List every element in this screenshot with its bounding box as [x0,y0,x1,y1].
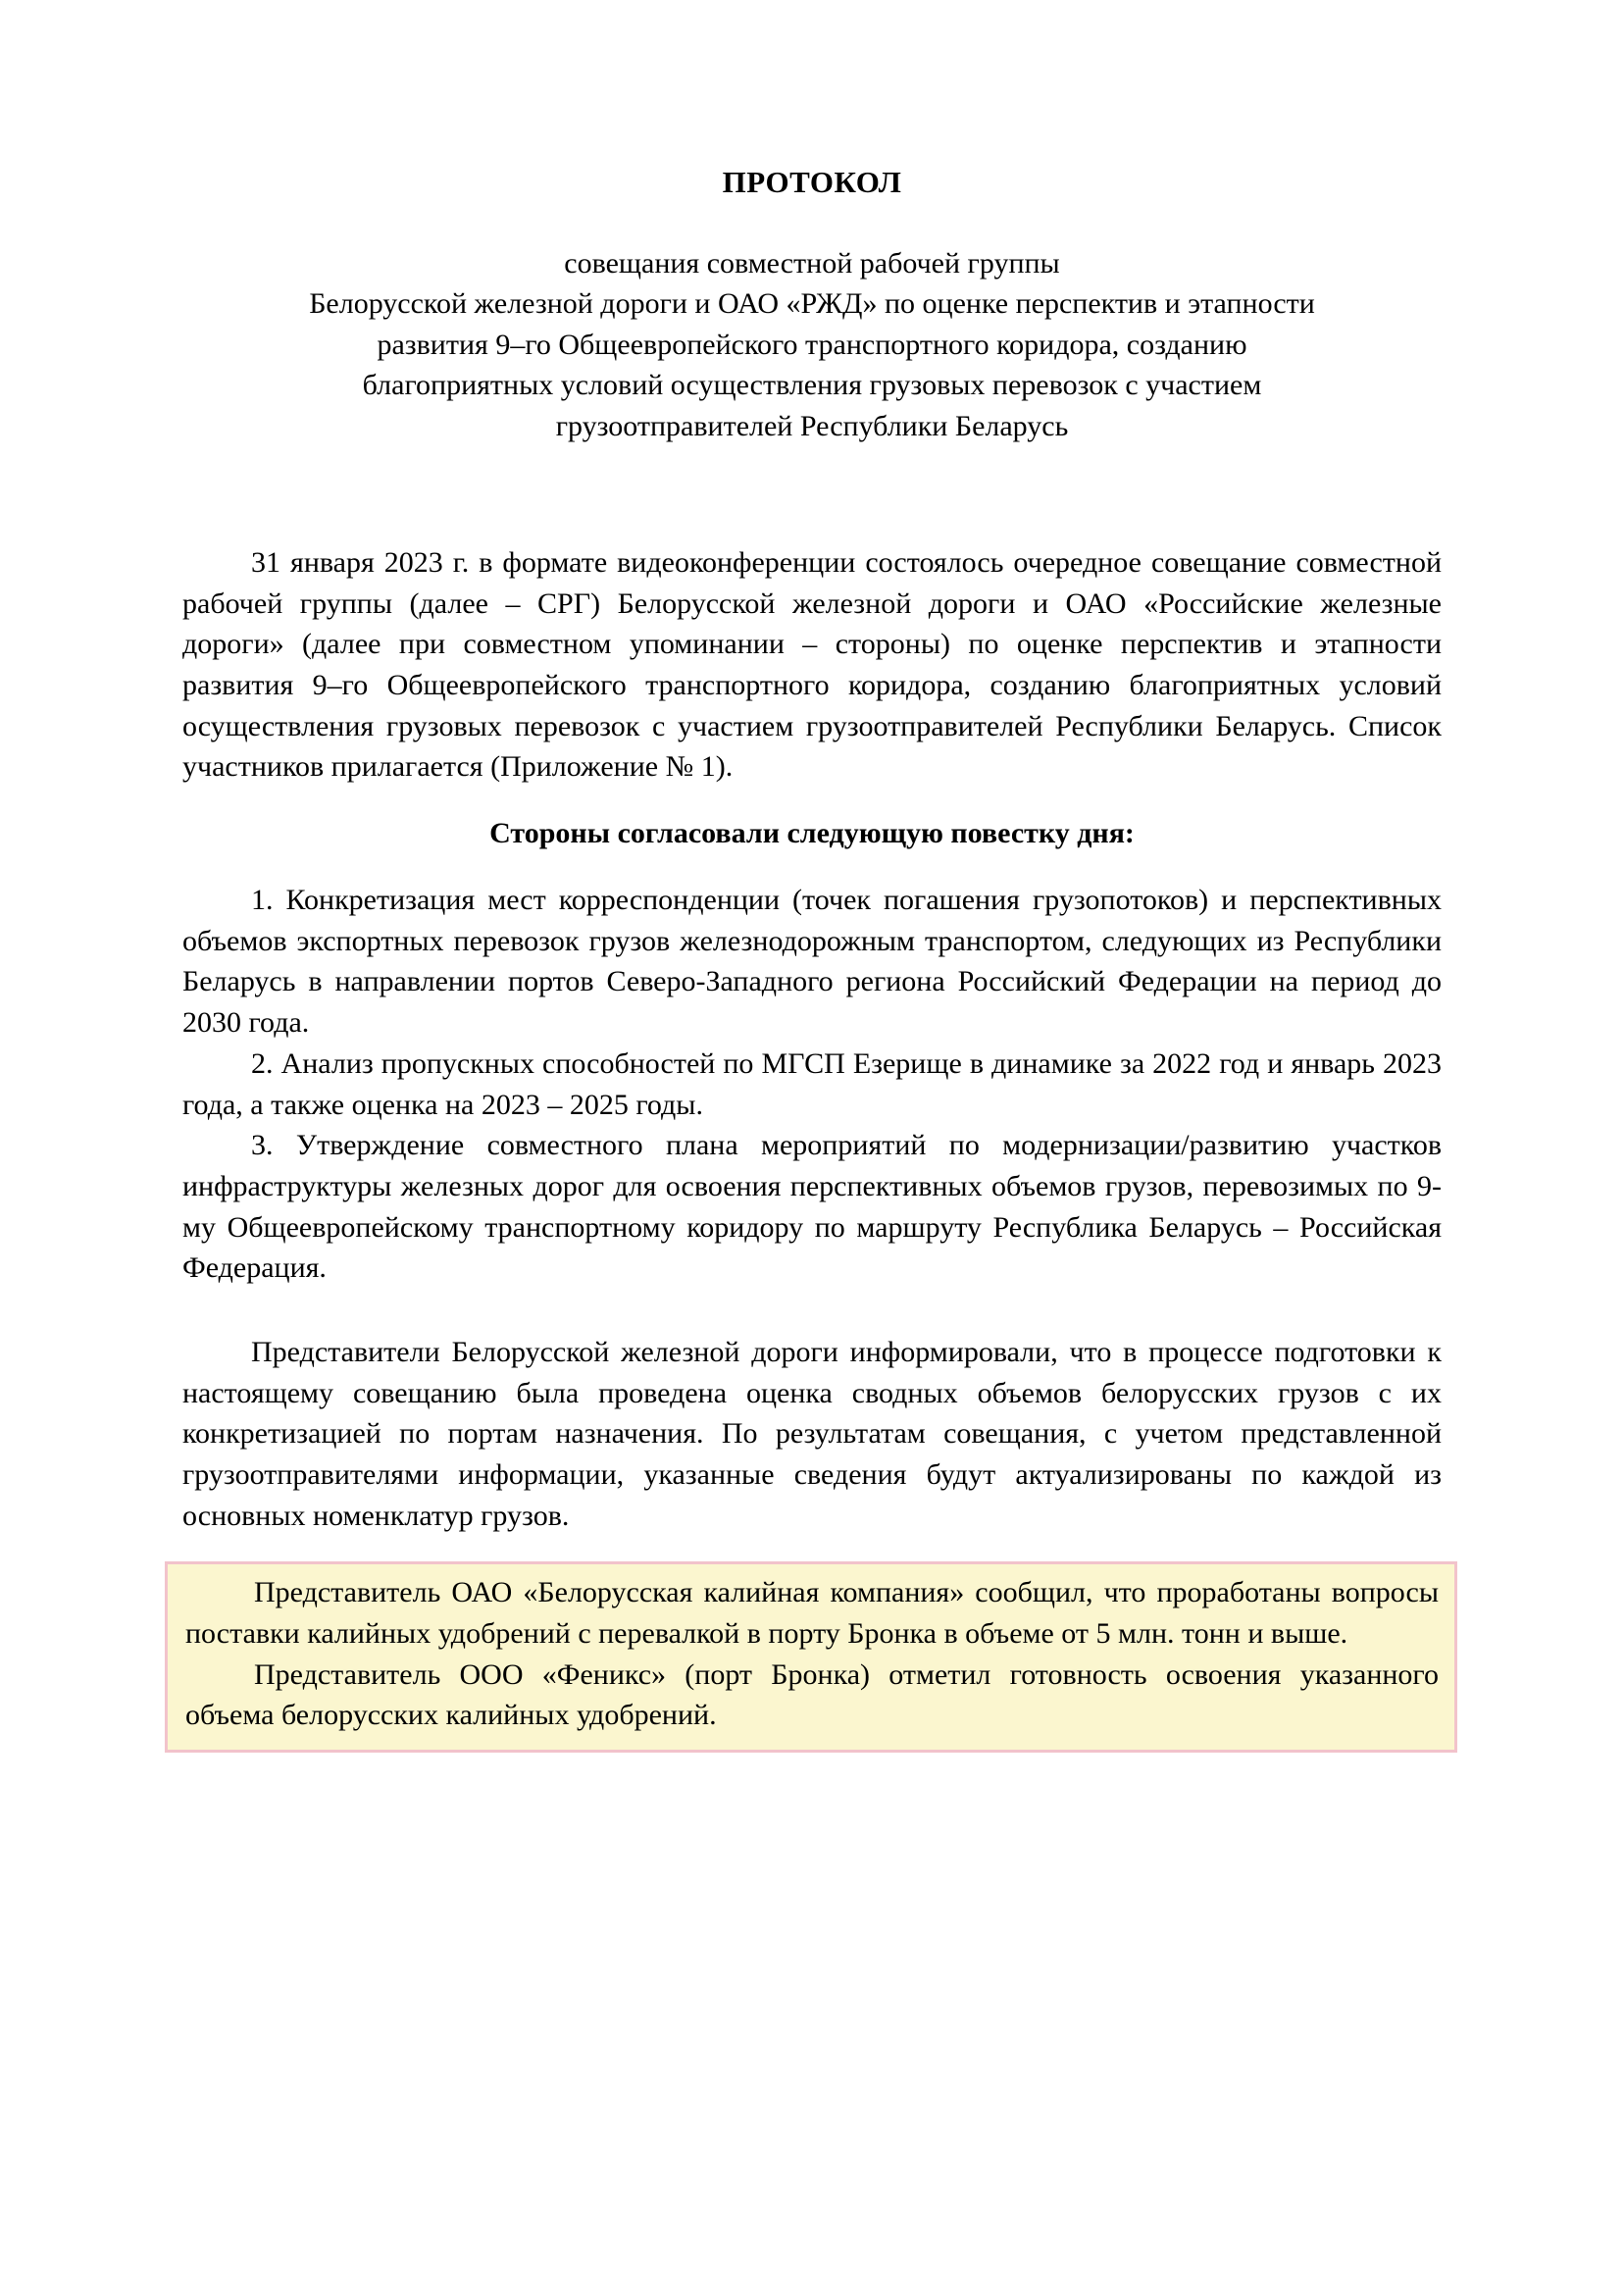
highlighted-paragraph-2: Представитель ООО «Феникс» (порт Бронка) отметил готовность освоения указанного объема белорусских калийных удобрений. [185,1657,1439,1732]
spacer [182,464,1442,542]
highlighted-section [165,1561,1457,1753]
agenda-item-2: 2. Анализ пропускных способностей по МГСП Езерище в динамике за 2022 год и январь 2023 года, а также оценка на 2023 – 2025 годы. [182,1046,1442,1121]
agenda-item-1: 1. Конкретизация мест корреспонденции (точек погашения грузопотоков) и перспективных объемов экспортных перевозок грузов железнодорожным транспортом, следующих из Республики Беларусь в направлении портов Северо-Западного региона Российский Федерации на период до 2030 года. [182,884,1442,1040]
subtitle-line-3: развития 9–го Общеевропейского транспортного коридора, созданию [377,328,1247,361]
document-subtitle [182,243,1442,446]
subtitle-line-1: совещания совместной рабочей группы [564,247,1060,280]
agenda-heading: Стороны согласовали следующую повестку дня: [489,817,1135,850]
subtitle-line-5: грузоотправителей Республики Беларусь [555,409,1069,442]
intro-paragraph: 31 января 2023 г. в формате видеоконференции состоялось очередное совещание совместной рабочей группы (далее – СРГ) Белорусской железной дороги и ОАО «Российские железные дороги» (далее при совместном упоминании – стороны) по оценке перспектив и этапности развития 9–го Общеевропейского транспортного коридора, созданию благоприятных условий осуществления грузовых перевозок с участием грузоотправителей Республики Беларусь. Список участников прилагается (Приложение № 1). [182,545,1442,784]
subtitle-line-2: Белорусской железной дороги и ОАО «РЖД» по оценке перспектив и этапности [309,287,1315,321]
body-paragraph: Представители Белорусской железной дороги информировали, что в процессе подготовки к настоящему совещанию была проведена оценка сводных объемов белорусских грузов с их конкретизацией по портам назначения. По результатам совещания, с учетом представленной грузоотправителями информации, указанные сведения будут актуализированы по каждой из основных номенклатур грузов. [182,1335,1442,1532]
spacer [182,1289,1442,1332]
agenda-item-3: 3. Утверждение совместного плана мероприятий по модернизации/развитию участков инфраструктуры железных дорог для освоения перспективных объемов грузов, перевозимых по 9-му Общеевропейскому транспортному коридору по маршруту Республика Беларусь – Российская Федерация. [182,1129,1442,1285]
page-title: ПРОТОКОЛ [722,165,902,199]
highlighted-paragraph-1: Представитель ОАО «Белорусская калийная компания» сообщил, что проработаны вопросы поставки калийных удобрений с перевалкой в порту Бронка в объеме от 5 млн. тонн и выше. [185,1576,1439,1651]
subtitle-line-4: благоприятных условий осуществления грузовых перевозок с участием [362,369,1262,402]
